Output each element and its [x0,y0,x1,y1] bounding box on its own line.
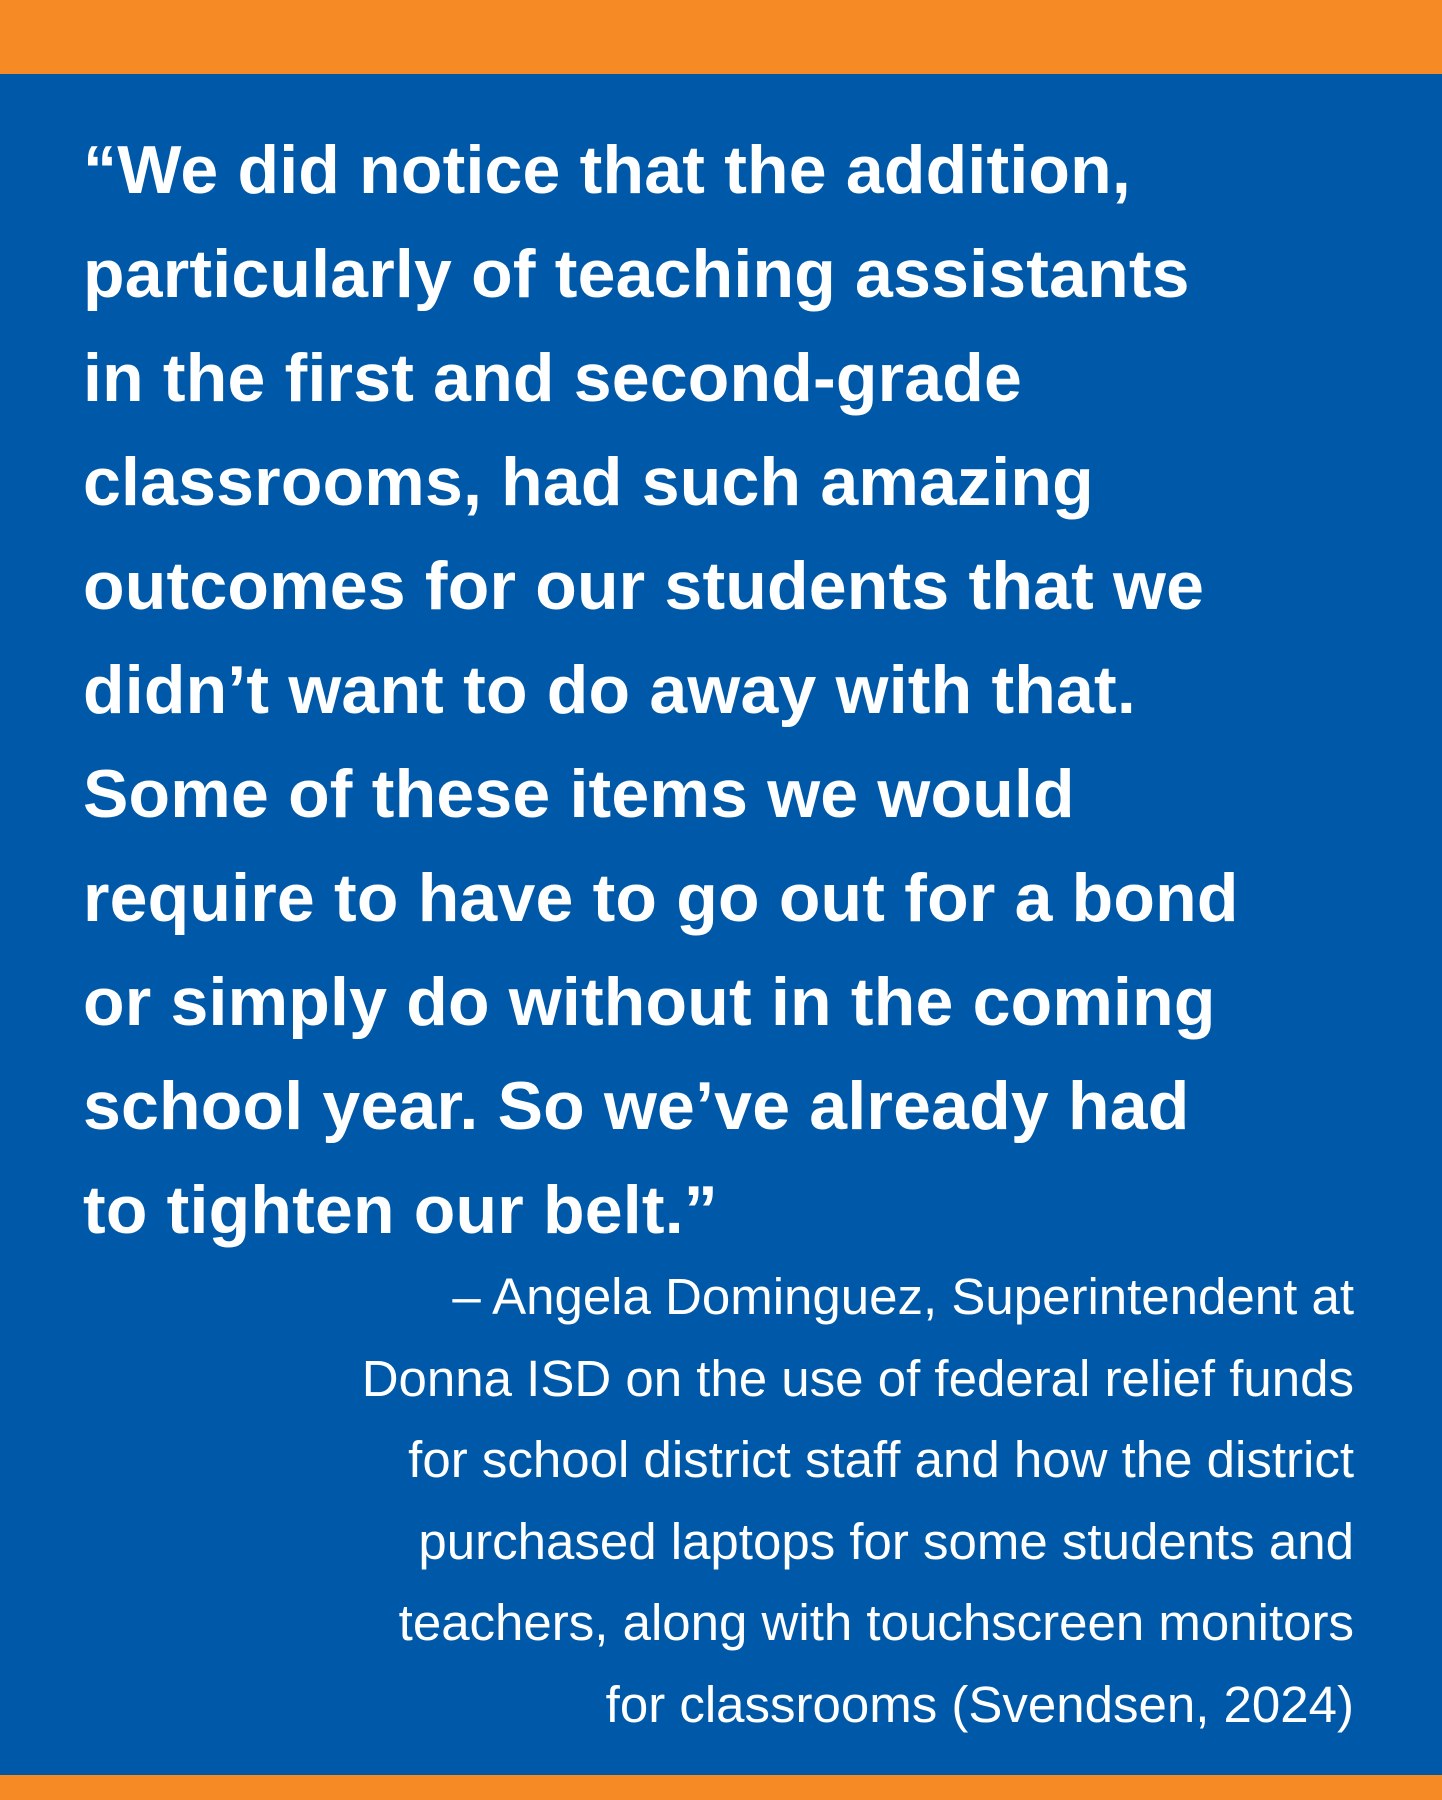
top-accent-bar [0,0,1442,74]
pull-quote-text: “We did notice that the addition, particularly of teaching assistants in the first and second-grade classrooms, had such amazing outcomes for our students that we didn’t want to do away with that. Some of these items we would require to have to go out for a bond or simply do without in the coming school year. So we’ve already had to tighten our belt.” [83,132,1239,1248]
bottom-accent-bar [0,1775,1442,1800]
quote-attribution: – Angela Dominguez, Superintendent at Donna ISD on the use of federal relief funds for school district staff and how the district purchased laptops for some students and teachers, along with touchscreen monitors for classrooms (Svendsen, 2024) [361,1268,1354,1733]
